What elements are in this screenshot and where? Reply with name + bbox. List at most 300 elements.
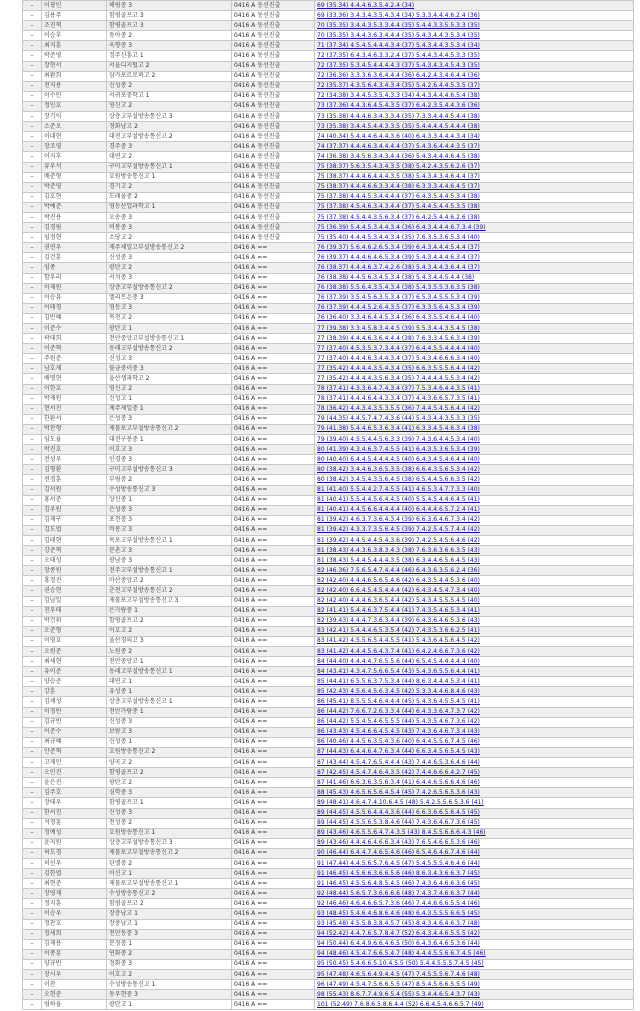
score-cell (315, 324, 634, 334)
score-link[interactable]: 82 (42.40) 4.4.4.6.3.6.5.4.4 (42) 5.4.3.4.5.5.5.4.5 (40) (317, 597, 480, 605)
round-info: 0416 A == (232, 566, 315, 576)
player-school: 문촌고 3 (107, 546, 232, 556)
player-name: 이수민 (42, 91, 107, 101)
score-cell (315, 899, 634, 909)
score-cell (315, 828, 634, 838)
table-row (23, 223, 634, 233)
row-mark: – (23, 455, 42, 465)
score-cell (315, 91, 634, 101)
player-name: 권승현 (42, 586, 107, 596)
row-mark: – (23, 798, 42, 808)
score-link[interactable]: 80 (41.39) 4.3.4.6.3.7.4.5.5 (41) 6.4.3.5.3.6.5.3.4 (39) (317, 445, 480, 453)
score-link[interactable]: 77 (39.38) 3.3.4.5.8.3.4.4.5 (39) 5.5.3.4.4.3.5.4.5 (38) (317, 324, 480, 332)
score-link[interactable]: 75 (36.39) 5.4.4.5.3.4.4.3.4 (36) 6.4.3.4.4.4.6.7.3.4 (39) (317, 223, 486, 231)
score-link[interactable]: 81 (38.43) 4.4.3.6.3.8.3.4.3 (38) 7.6.3.6.3.6.6.3.5 (43) (317, 546, 480, 554)
player-name: 윤지원 (42, 838, 107, 848)
score-cell (315, 495, 634, 505)
score-link[interactable]: 101 (52.49) 7.6.8.6.5.8.6.4.4 (52) 6.6.4.5.4.6.6.5.7 (49) (317, 1000, 484, 1008)
player-school: 소당고 2 (107, 233, 232, 243)
score-link[interactable]: 95 (50.45) 5.4.6.6.5.10.4.5.5 (50) 5.4.4.5.5.5.7.4.5 (45) (317, 960, 484, 968)
score-link[interactable]: 79 (39.40) 4.5.5.4.4.5.6.3.3 (39) 7.4.3.6.4.4.5.3.4 (40) (317, 435, 480, 443)
score-link[interactable]: 96 (47.49) 4.5.4.7.5.6.6.5.5 (47) 8.5.4.5.6.6.5.5.5 (49) (317, 980, 480, 988)
table-row (23, 21, 634, 31)
table-row (23, 586, 634, 596)
score-link[interactable]: 69 (35.34) 4.4.4.6.3.5.4.2.4 (34) (317, 1, 415, 9)
player-name: 배준형 (42, 172, 107, 182)
row-mark: – (23, 636, 42, 646)
table-row (23, 596, 634, 606)
row-mark: – (23, 51, 42, 61)
score-link[interactable]: 75 (37.38) 4.5.4.4.3.5.6.3.4 (37) 6.4.2.5.4.4.6.2.6 (38) (317, 213, 480, 221)
score-cell (315, 818, 634, 828)
score-link[interactable]: 86 (44.42) 5.5.4.5.4.6.5.5.5 (44) 5.4.3.5.4.6.7.3.6 (42) (317, 718, 480, 726)
player-school: 호원방송통신고 1 (107, 828, 232, 838)
row-mark: – (23, 122, 42, 132)
player-school: 해림중 3 (107, 1, 232, 11)
table-row (23, 929, 634, 939)
row-mark: – (23, 394, 42, 404)
round-info: 0416 A 동선진출 (232, 202, 315, 212)
round-info: 0416 A == (232, 303, 315, 313)
player-name: 최세현 (42, 657, 107, 667)
score-link[interactable]: 86 (45.41) 8.5.5.5.4.6.4.4.4 (45) 5.4.3.6.4.5.5.4.5 (41) (317, 698, 480, 706)
table-row (23, 394, 634, 404)
score-link[interactable]: 82 (41.41) 5.4.4.6.3.7.5.4.4 (41) 7.4.3.5.4.6.5.3.4 (41) (317, 607, 480, 615)
player-school: 양곡고 2 (107, 758, 232, 768)
score-link[interactable]: 76 (39.37) 5.6.4.6.2.6.5.3.4 (39) 6.4.3.4.4.4.5.4.4 (37) (317, 243, 480, 251)
score-link[interactable]: 87 (42.45) 4.5.4.7.4.6.4.3.5 (42) 7.4.4.6.6.6.4.2.7 (45) (317, 768, 480, 776)
score-link[interactable]: 76 (38.37) 4.4.4.6.3.7.4.2.6 (38) 5.4.3.4.4.3.6.4.4 (37) (317, 263, 480, 271)
player-school: 포천중 3 (107, 515, 232, 525)
score-cell (315, 657, 634, 667)
player-school: 부림중 2 (107, 475, 232, 485)
row-mark: – (23, 788, 42, 798)
score-link[interactable]: 77 (35.42) 4.4.4.4.3.5.4.3.4 (35) 6.6.3.5.5.5.6.4.4 (42) (317, 364, 480, 372)
score-link[interactable]: 84 (43.41) 4.3.4.7.5.6.6.5.4 (43) 5.4.3.6.5.5.6.4.4 (41) (317, 667, 480, 675)
score-link[interactable]: 85 (42.43) 4.5.6.4.5.6.3.4.5 (42) 5.3.3.4.4.6.8.4.6 (43) (317, 687, 480, 695)
player-name: 엄하율 (42, 1000, 107, 1010)
score-link[interactable]: 79 (41.38) 5.4.4.6.5.3.6.3.4 (41) 6.3.3.4.5.4.6.3.4 (38) (317, 425, 480, 433)
score-link[interactable]: 77 (38.39) 4.4.4.6.3.6.4.4.4 (38) 7.6.3.3.4.5.6.3.4 (39) (317, 334, 480, 342)
round-info: 0416 A == (232, 424, 315, 434)
table-row (23, 303, 634, 313)
player-school: 노원중 2 (107, 647, 232, 657)
score-cell (315, 909, 634, 919)
score-link[interactable]: 84 (44.40) 4.4.4.4.7.6.5.5.6 (44) 6.5.4.5.4.4.4.4.4 (40) (317, 657, 480, 665)
round-info: 0416 A 동선진출 (232, 233, 315, 243)
score-link[interactable]: 81 (41.40) 5.5.4.4.2.7.4.5.5 (41) 4.6.5.3.4.7.7.3.3 (40) (317, 486, 480, 494)
row-mark: – (23, 959, 42, 969)
score-link[interactable]: 72 (34.38) 3.4.4.5.3.5.4.3.3 (34) 4.4.3.4.4.4.6.5.4 (38) (317, 92, 480, 100)
score-link[interactable]: 74 (37.37) 4.4.4.6.3.4.4.4.4 (37) 5.4.3.6.4.4.4.3.5 (37) (317, 142, 480, 150)
table-row (23, 909, 634, 919)
player-name: 김빈혜 (42, 313, 107, 323)
score-cell (315, 990, 634, 1000)
score-link[interactable]: 80 (38.42) 3.4.5.4.3.5.6.4.5 (38) 6.5.4.4.5.6.6.3.5 (42) (317, 475, 480, 483)
score-cell (315, 334, 634, 344)
row-mark: – (23, 949, 42, 959)
round-info: 0416 A == (232, 414, 315, 424)
round-info: 0416 A == (232, 324, 315, 334)
player-school: 정주신흥고 1 (107, 51, 232, 61)
round-info: 0416 A == (232, 980, 315, 990)
round-info: 0416 A == (232, 889, 315, 899)
player-school: 신성중 3 (107, 253, 232, 263)
score-cell (315, 626, 634, 636)
table-row (23, 192, 634, 202)
score-link[interactable]: 69 (33.36) 3.4.3.4.3.5.4.3.4 (34) 5.3.3.4.4.4.6.2.4 (36) (317, 11, 480, 19)
round-info: 0416 A == (232, 1000, 315, 1010)
score-link[interactable]: 73 (35.38) 3.4.4.5.4.4.3.3.5 (35) 5.4.4.4.4.5.4.4.4 (38) (317, 122, 480, 130)
table-row (23, 858, 634, 868)
table-row (23, 485, 634, 495)
score-cell (315, 162, 634, 172)
score-link[interactable]: 74 (40.34) 5.4.4.4.6.4.4.3.6 (40) 6.4.3.3.4.4.4.3.4 (34) (317, 132, 480, 140)
player-name: 함우리 (42, 273, 107, 283)
row-mark: – (23, 737, 42, 747)
score-cell (315, 465, 634, 475)
player-name: 최규혜 (42, 737, 107, 747)
score-link[interactable]: 82 (42.40) 6.6.4.5.4.5.4.4.4 (42) 6.4.3.4.5.4.7.3.4 (40) (317, 586, 480, 594)
score-link[interactable]: 82 (42.40) 4.4.4.6.5.6.5.4.6 (42) 6.4.3.5.4.4.5.3.6 (40) (317, 576, 480, 584)
row-mark: – (23, 182, 42, 192)
score-link[interactable]: 91 (46.45) 4.5.5.6.4.8.5.4.5 (46) 7.4.3.6.4.6.6.3.6 (45) (317, 879, 480, 887)
score-link[interactable]: 81 (39.42) 4.3.3.7.3.5.6.4.5 (39) 7.4.2.5.4.5.7.4.4 (42) (317, 526, 480, 534)
player-school: 광탄고 1 (107, 324, 232, 334)
score-cell (315, 636, 634, 646)
row-mark: – (23, 465, 42, 475)
player-school: 제물포고부설방송통신고 2 (107, 848, 232, 858)
table-row (23, 132, 634, 142)
player-name: 남호제 (42, 364, 107, 374)
score-link[interactable]: 75 (38.37) 4.4.4.6.6.3.3.4.4 (38) 6.3.3.3.4.4.6.4.5 (37) (317, 183, 480, 191)
score-link[interactable]: 78 (37.41) 4.4.4.6.4.4.3.3.4 (37) 4.4.3.6.6.5.7.3.5 (41) (317, 395, 480, 403)
score-link[interactable]: 89 (43.46) 4.6.5.5.6.4.7.4.3.5 (43) 8.4.5.5.6.6.6.4.3 (46) (317, 829, 486, 837)
player-name: 이영호 (42, 636, 107, 646)
table-row (23, 243, 634, 253)
score-link[interactable]: 89 (48.41) 4.6.4.7.4.10.6.4.5 (48) 5.4.2.5.5.6.5.3.6 (41) (317, 798, 484, 806)
score-cell (315, 858, 634, 868)
score-link[interactable]: 89 (44.45) 4.5.5.6.5.3.8.4.6 (44) 7.4.3.6.4.6.7.3.6 (45) (317, 819, 480, 827)
player-name: 임종 (42, 263, 107, 273)
player-name: 정인호 (42, 101, 107, 111)
player-school: 대연고 2 (107, 152, 232, 162)
row-mark: – (23, 495, 42, 505)
player-school: 이신고 1 (107, 869, 232, 879)
row-mark: – (23, 606, 42, 616)
player-name: 박진호 (42, 445, 107, 455)
score-link[interactable]: 91 (47.44) 4.4.5.6.5.7.6.4.5 (47) 5.4.5.5.5.4.6.4.6 (44) (317, 859, 480, 867)
score-link[interactable]: 75 (38.37) 5.6.3.5.4.3.4.3.5 (38) 5.4.2.4.3.5.6.2.6 (37) (317, 163, 480, 171)
score-link[interactable]: 72 (36.36) 3.3.3.6.3.6.4.4.4 (36) 6.4.2.4.3.4.6.4.4 (36) (317, 72, 480, 80)
row-mark: – (23, 233, 42, 243)
score-link[interactable]: 89 (43.46) 4.4.4.6.4.6.6.3.4 (43) 7.6.5.4.6.6.5.3.6 (46) (317, 839, 480, 847)
round-info: 0416 A == (232, 677, 315, 687)
player-school: 제물포고부설방송통신고 1 (107, 879, 232, 889)
player-name: 박준영 (42, 182, 107, 192)
table-row (23, 747, 634, 757)
table-row (23, 1, 634, 11)
table-row (23, 81, 634, 91)
score-link[interactable]: 93 (45.48) 4.5.5.8.3.8.4.5.7 (45) 8.4.3.4.6.4.6.3.7 (48) (317, 920, 480, 928)
player-school: 구미고부설방송통신고 3 (107, 465, 232, 475)
round-info: 0416 A == (232, 535, 315, 545)
player-name: 이찬 (42, 980, 107, 990)
player-name: 류우석 (42, 162, 107, 172)
player-name: 전경훈 (42, 475, 107, 485)
player-school: 울산생과학고 2 (107, 374, 232, 384)
score-link[interactable]: 85 (44.41) 6.5.5.6.3.7.5.3.4 (44) 8.6.3.4.4.4.5.3.4 (41) (317, 677, 480, 685)
score-link[interactable]: 72 (35.37) 4.3.5.6.4.3.4.3.4 (35) 5.4.2.6.4.4.5.3.5 (37) (317, 82, 480, 90)
table-row (23, 283, 634, 293)
row-mark: – (23, 919, 42, 929)
score-link[interactable]: 76 (37.39) 4.4.4.5.2.6.4.3.5 (37) 6.3.3.5.6.4.5.3.4 (39) (317, 304, 480, 312)
table-row (23, 334, 634, 344)
score-link[interactable]: 88 (45.43) 4.6.5.6.5.6.4.5.4 (45) 7.4.2.6.5.6.5.3.6 (43) (317, 788, 480, 796)
score-link[interactable]: 79 (44.35) 4.4.5.7.4.7.4.3.6 (44) 5.4.3.4.4.3.5.3.3 (35) (317, 415, 480, 423)
round-info: 0416 A == (232, 970, 315, 980)
round-info: 0416 A == (232, 788, 315, 798)
score-link[interactable]: 81 (39.42) 4.6.3.7.3.6.4.3.4 (39) 6.6.3.6.4.6.7.3.4 (42) (317, 516, 480, 524)
player-school: 상층고부설방송통신고 3 (107, 838, 232, 848)
player-school: 함평골프고 3 (107, 11, 232, 21)
row-mark: – (23, 838, 42, 848)
player-school: 옥향중 3 (107, 41, 232, 51)
score-link[interactable]: 94 (52.42) 4.4.7.6.5.7.8.4.7 (52) 6.4.3.4.4.6.5.5.5 (42) (317, 930, 480, 938)
round-info: 0416 A == (232, 959, 315, 969)
score-link[interactable]: 71 (37.34) 4.5.4.5.4.4.4.3.4 (37) 5.4.3.4.4.3.5.3.4 (34) (317, 41, 480, 49)
score-link[interactable]: 76 (38.38) 4.4.5.6.3.4.5.3.4 (38) 5.4.3.4.4.5.4.4 (38) (317, 274, 475, 282)
results-table-body (23, 1, 634, 1010)
score-link[interactable]: 86 (44.42) 7.6.6.7.2.6.3.3.4 (44) 6.4.3.3.6.4.7.3.7 (42) (317, 708, 480, 716)
player-name: 한환서 (42, 414, 107, 424)
row-mark: – (23, 404, 42, 414)
table-row (23, 667, 634, 677)
score-link[interactable]: 77 (37.40) 4.4.4.6.3.4.4.3.4 (37) 5.4.3.4.6.6.6.3.4 (40) (317, 354, 480, 362)
player-school: 이호고 2 (107, 970, 232, 980)
player-school: 신성고 1 (107, 394, 232, 404)
score-link[interactable]: 95 (47.48) 4.6.5.6.4.9.4.4.5 (47) 7.4.5.5.5.6.7.4.6 (48) (317, 970, 480, 978)
score-cell (315, 697, 634, 707)
player-name: 이준수 (42, 324, 107, 334)
score-link[interactable]: 83 (42.41) 5.4.4.4.6.5.3.5.4 (42) 7.4.3.5.3.6.6.2.5 (41) (317, 627, 480, 635)
score-link[interactable]: 80 (38.42) 3.4.4.6.3.6.5.3.5 (38) 6.6.4.3.5.6.5.3.4 (42) (317, 465, 480, 473)
player-name: 김주호 (42, 788, 107, 798)
score-link[interactable]: 80 (40.40) 6.4.4.5.4.4.4.4.5 (40) 6.4.3.4.5.4.6.4.4 (40) (317, 455, 480, 463)
score-cell (315, 677, 634, 687)
table-row (23, 879, 634, 889)
score-link[interactable]: 83 (41.42) 4.5.5.6.5.4.4.5.5 (41) 5.4.3.6.4.5.6.4.5 (42) (317, 637, 480, 645)
player-name: 김건훈 (42, 253, 107, 263)
player-school: 오송중 3 (107, 212, 232, 222)
row-mark: – (23, 939, 42, 949)
table-row (23, 990, 634, 1000)
score-link[interactable]: 83 (41.42) 4.4.4.5.6.4.3.7.4 (41) 6.4.2.4.6.6.7.3.6 (42) (317, 647, 480, 655)
score-link[interactable]: 73 (37.36) 4.4.3.6.4.5.4.3.5 (37) 6.4.2.3.5.4.4.3.6 (36) (317, 102, 480, 110)
score-link[interactable]: 70 (35.35) 3.4.4.3.6.3.4.4.4 (35) 5.4.3.4.4.3.5.3.4 (35) (317, 31, 480, 39)
score-cell (315, 424, 634, 434)
player-school: 장충남고 1 (107, 919, 232, 929)
score-link[interactable]: 74 (36.38) 3.4.5.6.3.4.3.4.4 (36) 5.4.3.4.4.4.6.4.5 (38) (317, 152, 480, 160)
player-name: 정예성 (42, 828, 107, 838)
table-row (23, 122, 634, 132)
score-link[interactable]: 86 (40.46) 4.4.5.6.3.5.4.3.6 (40) 6.4.4.5.5.6.7.4.5 (46) (317, 738, 480, 746)
player-school: 광탄고 2 (107, 263, 232, 273)
player-name: 강훈 (42, 687, 107, 697)
player-name: 소준오 (42, 122, 107, 132)
row-mark: – (23, 546, 42, 556)
table-row (23, 899, 634, 909)
score-link[interactable]: 87 (41.46) 6.6.3.6.3.5.6.3.4 (41) 6.4.4.6.5.6.6.4.6 (46) (317, 778, 480, 786)
row-mark: – (23, 758, 42, 768)
row-mark: – (23, 71, 42, 81)
score-link[interactable]: 75 (37.38) 4.4.4.5.3.4.4.4.4 (37) 6.4.3.5.4.4.5.3.4 (38) (317, 193, 480, 201)
score-cell (315, 505, 634, 515)
player-name: 장기익 (42, 112, 107, 122)
player-school: 천안중앙고부설방송통신고 1 (107, 334, 232, 344)
round-info: 0416 A 동선진출 (232, 11, 315, 21)
score-link[interactable]: 73 (35.38) 4.4.4.6.3.4.3.3.4 (35) 7.3.3.4.4.4.5.4.4 (38) (317, 112, 480, 120)
player-name: 이창민 (42, 1, 107, 11)
score-cell (315, 253, 634, 263)
player-name: 박찬형 (42, 424, 107, 434)
score-cell (315, 485, 634, 495)
score-link[interactable]: 75 (35.40) 4.4.4.5.3.4.4.3.4 (35) 7.6.3.5.3.6.5.3.4 (40) (317, 233, 480, 241)
score-link[interactable]: 81 (40.41) 4.4.5.6.6.4.4.4.4 (40) 6.4.4.4.6.5.7.2.4 (41) (317, 506, 480, 514)
score-link[interactable]: 76 (36.40) 3.3.4.6.4.4.5.3.4 (36) 6.4.3.5.5.4.6.4.4 (40) (317, 314, 480, 322)
score-link[interactable]: 75 (38.37) 4.4.4.6.4.4.4.3.5 (38) 5.4.3.4.3.4.6.4.4 (37) (317, 173, 480, 181)
row-mark: – (23, 980, 42, 990)
round-info: 0416 A == (232, 768, 315, 778)
score-link[interactable]: 91 (46.45) 4.5.6.6.3.6.6.5.6 (46) 8.6.3.4.3.6.6.3.7 (45) (317, 869, 480, 877)
score-cell (315, 1, 634, 11)
player-school: 틴엘중 2 (107, 858, 232, 868)
round-info: 0416 A == (232, 858, 315, 868)
player-school: 제주제일고부설방송통신고 2 (107, 243, 232, 253)
player-name: 양규빈 (42, 959, 107, 969)
score-link[interactable]: 87 (44.43) 6.4.4.6.4.7.6.3.4 (44) 6.6.3.4.5.6.5.4.5 (43) (317, 748, 480, 756)
row-mark: – (23, 192, 42, 202)
score-link[interactable]: 94 (50.44) 6.4.4.9.6.6.4.6.5 (50) 6.4.3.6.4.6.5.3.6 (44) (317, 940, 480, 948)
round-info: 0416 A == (232, 384, 315, 394)
player-school: 수성방송통신고 1 (107, 980, 232, 990)
score-link[interactable]: 77 (37.40) 4.5.3.5.3.7.3.4.4 (37) 6.4.4.5.5.4.4.4.4 (40) (317, 344, 480, 352)
row-mark: – (23, 1000, 42, 1010)
table-row (23, 101, 634, 111)
score-link[interactable]: 94 (48.46) 4.5.4.7.6.6.5.4.7 (48) 4.4.4.5.5.6.6.7.4.5 (46) (317, 950, 486, 958)
round-info: 0416 A == (232, 263, 315, 273)
row-mark: – (23, 324, 42, 334)
score-cell (315, 303, 634, 313)
table-row (23, 233, 634, 243)
round-info: 0416 A == (232, 828, 315, 838)
table-row (23, 778, 634, 788)
row-mark: – (23, 41, 42, 51)
table-row (23, 71, 634, 81)
score-link[interactable]: 75 (37.38) 4.5.4.6.3.4.3.4.4 (37) 5.4.4.5.4.4.5.3.5 (38) (317, 203, 480, 211)
row-mark: – (23, 374, 42, 384)
player-name: 전지용 (42, 81, 107, 91)
score-link[interactable]: 81 (39.42) 4.4.5.4.4.5.4.3.6 (39) 7.4.2.5.4.5.6.4.6 (42) (317, 536, 480, 544)
row-mark: – (23, 828, 42, 838)
player-school: 호원방송통신고 2 (107, 747, 232, 757)
score-link[interactable]: 70 (35.35) 3.4.4.3.5.3.3.4.4 (35) 5.4.4.3.3.5.5.3.3 (35) (317, 21, 480, 29)
score-cell (315, 21, 634, 31)
score-link[interactable]: 98 (55.43) 8.6.7.7.4.9.6.5.4 (55) 5.3.4.4.6.5.4.3.7 (43) (317, 990, 480, 998)
round-info: 0416 A == (232, 616, 315, 626)
player-name: 강준혁 (42, 546, 107, 556)
score-link[interactable]: 86 (43.43) 4.5.4.6.6.4.5.4.5 (43) 7.4.3.6.4.6.7.3.4 (43) (317, 728, 480, 736)
round-info: 0416 A == (232, 626, 315, 636)
score-cell (315, 919, 634, 929)
score-link[interactable]: 77 (35.42) 4.4.4.4.3.5.6.3.4 (35) 7.4.4.4.4.5.5.3.4 (42) (317, 375, 480, 383)
score-link[interactable]: 90 (46.44) 6.4.4.7.4.6.5.4.6 (46) 6.5.4.6.4.6.7.4.6 (44) (317, 849, 480, 857)
score-link[interactable]: 76 (39.37) 4.4.4.6.4.6.5.3.4 (39) 5.4.3.4.4.4.6.3.4 (37) (317, 253, 480, 261)
player-name: 이준수 (42, 727, 107, 737)
row-mark: – (23, 283, 42, 293)
player-name: 오민진 (42, 768, 107, 778)
player-name: 이종훈 (42, 949, 107, 959)
round-info: 0416 A == (232, 818, 315, 828)
player-school: 제물포고부설방송통신고 3 (107, 596, 232, 606)
score-cell (315, 768, 634, 778)
round-info: 0416 A == (232, 636, 315, 646)
player-name: 곽태희 (42, 334, 107, 344)
table-row (23, 172, 634, 182)
table-row (23, 364, 634, 374)
score-link[interactable]: 82 (39.43) 4.4.4.7.3.6.3.4.4 (39) 6.4.3.6.4.6.5.3.6 (43) (317, 617, 480, 625)
player-name: 이지후 (42, 152, 107, 162)
player-school: 영신고 2 (107, 101, 232, 111)
score-link[interactable]: 72 (37.35) 6.4.3.4.6.3.3.2.4 (37) 5.4.4.3.4.4.5.3.3 (35) (317, 52, 480, 60)
score-cell (315, 404, 634, 414)
score-cell (315, 939, 634, 949)
score-cell (315, 525, 634, 535)
player-name: 김규빈 (42, 717, 107, 727)
score-cell (315, 394, 634, 404)
score-cell (315, 687, 634, 697)
player-name: 이제원 (42, 283, 107, 293)
score-link[interactable]: 78 (36.42) 4.4.3.4.3.5.3.5.5 (36) 7.4.4.5.4.5.6.4.4 (42) (317, 405, 480, 413)
table-row (23, 465, 634, 475)
row-mark: – (23, 485, 42, 495)
score-link[interactable]: 89 (44.45) 4.5.5.6.4.4.4.3.6 (44) 6.6.3.6.6.5.6.4.5 (45) (317, 809, 480, 817)
score-link[interactable]: 81 (40.41) 5.5.4.4.5.6.4.4.5 (40) 5.5.4.5.4.4.6.4.5 (41) (317, 496, 480, 504)
score-link[interactable]: 81 (38.43) 5.4.4.5.4.4.4.3.5 (38) 6.3.4.4.6.5.6.4.5 (43) (317, 556, 480, 564)
row-mark: – (23, 172, 42, 182)
player-school: 광탄고 2 (107, 778, 232, 788)
score-link[interactable]: 76 (37.39) 3.5.4.5.6.3.5.3.4 (37) 6.5.3.4.5.5.5.3.4 (39) (317, 294, 480, 302)
score-cell (315, 727, 634, 737)
row-mark: – (23, 91, 42, 101)
score-link[interactable]: 78 (37.41) 4.3.3.6.4.7.4.3.4 (37) 7.5.3.4.6.4.4.3.5 (41) (317, 385, 480, 393)
player-school: 유성중 1 (107, 687, 232, 697)
score-link[interactable]: 92 (46.46) 4.6.4.6.6.5.7.3.6 (46) 7.4.4.6.6.6.5.5.4 (46) (317, 899, 480, 907)
score-link[interactable]: 87 (43.44) 4.5.4.7.6.5.4.4.4 (43) 7.4.4.6.5.3.6.4.6 (44) (317, 758, 480, 766)
score-link[interactable]: 93 (48.45) 5.4.6.4.6.8.6.4.6 (48) 6.4.3.5.5.5.6.6.5 (45) (317, 909, 480, 917)
round-info: 0416 A == (232, 505, 315, 515)
score-link[interactable]: 76 (38.38) 5.5.6.4.3.5.4.3.4 (38) 5.4.3.5.5.3.6.3.5 (38) (317, 284, 480, 292)
score-cell (315, 667, 634, 677)
score-link[interactable]: 72 (37.35) 5.3.4.5.4.4.4.4.3 (37) 5.4.3.4.3.4.5.4.3 (35) (317, 62, 480, 70)
player-name: 김한엽 (42, 869, 107, 879)
row-mark: – (23, 112, 42, 122)
table-row (23, 636, 634, 646)
score-link[interactable]: 82 (46.36) 7.5.6.5.4.7.4.4.4 (46) 6.4.3.6.3.5.6.2.4 (36) (317, 566, 480, 574)
table-row (23, 717, 634, 727)
score-link[interactable]: 92 (48.44) 5.6.5.7.3.6.6.6.6 (48) 7.4.3.7.4.6.6.3.7 (44) (317, 889, 480, 897)
round-info: 0416 A 동선진출 (232, 162, 315, 172)
